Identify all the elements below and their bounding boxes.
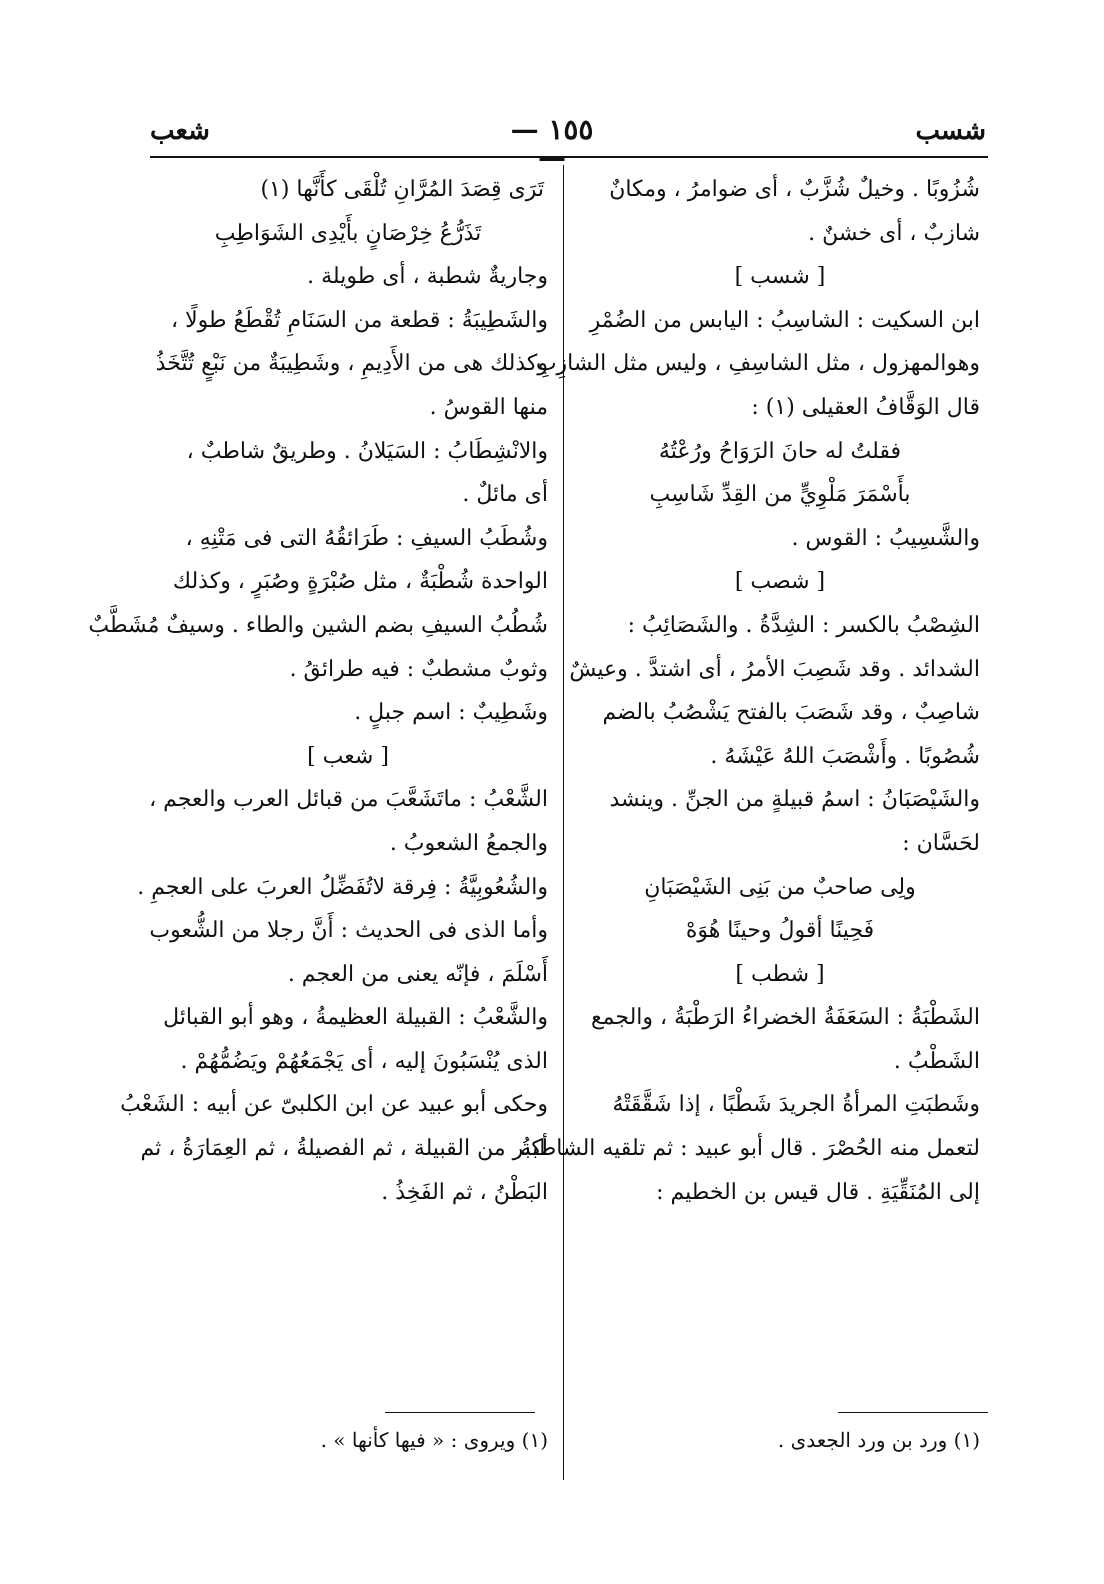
text-line: والشُعُوبِيَّةُ : فِرقة لاتُفَضِّلُ العربَ على العجمِ . (137, 874, 548, 900)
text-line: الشَطْبُ . (893, 1048, 980, 1074)
text-line: شاصِبٌ ، وقد شَصَبَ بالفتح يَشْصُبُ بالضم (602, 700, 980, 726)
verse-line: فقلتُ له حانَ الرَوَاحُ ورُعْتُهُ (658, 438, 902, 464)
header-rule (150, 156, 988, 158)
verse-line: بأَسْمَرَ مَلْوِيٍّ من القِدِّ شَاسِبِ (649, 482, 911, 508)
text-line: أى مائلٌ . (462, 482, 548, 508)
text-line: الشِصْبُ بالكسر : الشِدَّةُ . والشَصَائِبُ : (627, 612, 980, 638)
verse-line: فَحِينًا أقولُ وحينًا هُوَهْ (685, 918, 875, 944)
right-column (520, 168, 980, 1214)
text-line: البَطْنُ ، ثم الفَخِذُ . (381, 1179, 548, 1205)
text-line: وحكى أبو عبيد عن ابن الكلبىّ عن أبيه : الشَعْبُ (120, 1092, 548, 1118)
text-line: الشدائد . وقد شَصِبَ الأمرُ ، أى اشتدَّ . وعيشٌ (569, 656, 980, 682)
text-line: وشَطبَتِ المرأةُ الجريدَ شَطْبًا ، إذا شَقَّقَتْهُ (612, 1092, 980, 1118)
text-line: شازبٌ ، أى خشنٌ . (808, 220, 980, 246)
text-line: شُصُوبًا . وأَشْصَبَ اللهُ عَيْشَهُ . (710, 743, 980, 769)
text-line: الشَطْبَةُ : السَعَفَةُ الخضراءُ الرَطْبَةُ ، والجمع (590, 1005, 980, 1031)
text-line: وشَطِيبٌ : اسم جبلٍ . (354, 700, 548, 726)
page-number: — ١٥٥ — (510, 113, 594, 174)
footnote-right: (١) ورد بن ورد الجعدى . (777, 1428, 980, 1452)
verse-line: تَذَرُّعُ خِرْصَانٍ بأَيْدِى الشَوَاطِبِ (214, 220, 482, 246)
text-line: والانْشِطَابُ : السَيَلانُ . وطريقٌ شاطبٌ ، (186, 438, 548, 464)
text-line: وهوالمهزول ، مثل الشاسِفِ ، وليس مثل الشازِبِ . (521, 351, 980, 377)
text-line: والشَّعْبُ : القبيلة العظيمةُ ، وهو أبو القبائل (163, 1005, 548, 1031)
text-line: الواحدة شُطْبَةٌ ، مثل صُبْرَةٍ وصُبَرٍ ، وكذلك (172, 569, 548, 595)
footnote-left: (١) ويروى : « فيها كأنها » . (320, 1428, 548, 1452)
text-line: شُزُوبًا . وخيلٌ شُزَّبٌ ، أى ضوامرُ ، ومكانٌ (609, 177, 980, 202)
text-line: أَسْلَمَ ، فإنّه يعنى من العجم . (287, 961, 548, 987)
entry-heading: [ شصب ] (734, 569, 826, 595)
text-line: والشَطِيبَةُ : قطعة من السَنَامِ تُقْطَعُ طولًا ، (171, 307, 548, 333)
text-line: والشَيْصَبَانُ : اسمُ قبيلةٍ من الجنِّ . وينشد (609, 787, 980, 813)
text-line: قال الوَقَّافُ العقيلى (١) : (751, 394, 980, 420)
left-column (88, 168, 548, 1214)
footnote-rule-right (838, 1412, 988, 1413)
text-line: لتعمل منه الحُصْرَ . قال أبو عبيد : ثم تلقيه الشاطبةُ (520, 1136, 980, 1162)
text-line: الشَّعْبُ : ماتَشَعَّبَ من قبائل العرب والعجم ، (149, 787, 548, 813)
text-line: ابن السكيت : الشاسِبُ : اليابس من الضُمْرِ (589, 307, 980, 333)
entry-heading: [ شعب ] (307, 743, 389, 769)
running-head-right: شسب (915, 116, 986, 146)
footnote-rule-left (385, 1412, 535, 1413)
text-line: أكبر من القبيلة ، ثم الفصيلةُ ، ثم العِمَارَةُ ، ثم (140, 1136, 548, 1162)
running-head-left: شعب (150, 116, 210, 146)
text-line: منها القوسُ . (429, 394, 548, 420)
verse-line: ولِى صاحبٌ من بَنِى الشَيْصَبَانِ (644, 874, 916, 900)
text-line: وثوبٌ مشطبٌ : فيه طرائقُ . (289, 656, 548, 682)
text-line: الذى يُنْسَبُونَ إليه ، أى يَجْمَعُهُمْ ويَضُمُّهُمْ . (180, 1048, 548, 1074)
text-line: وكذلك هى من الأَدِيمِ ، وشَطِيبَةٌ من نَبْعٍ تُتَّخَذُ (155, 351, 548, 377)
verse-line: تَرَى قِصَدَ المُرَّانِ تُلْقَى كأَنَّها (١) (260, 177, 544, 202)
text-line: شُطُبُ السيفِ بضم الشين والطاء . وسيفٌ مُشَطَّبٌ (88, 612, 548, 638)
text-line: إلى المُنَقِّيَةِ . قال قيس بن الخطيم : (656, 1179, 980, 1205)
text-line: وجاريةٌ شطبة ، أى طويلة . (307, 264, 548, 290)
entry-heading: [ شطب ] (735, 961, 825, 987)
text-line: وشُطَبُ السيفِ : طَرَائقُهُ التى فى مَتْنِهِ ، (185, 525, 548, 551)
text-line: وأما الذى فى الحديث : أَنَّ رجلا من الشُّعوب (149, 918, 548, 944)
text-line: والشَّسِيبُ : القوس . (791, 525, 980, 551)
text-line: والجمعُ الشعوبُ . (389, 830, 548, 856)
text-line: لحَسَّان : (902, 830, 980, 856)
entry-heading: [ شسب ] (734, 264, 826, 290)
